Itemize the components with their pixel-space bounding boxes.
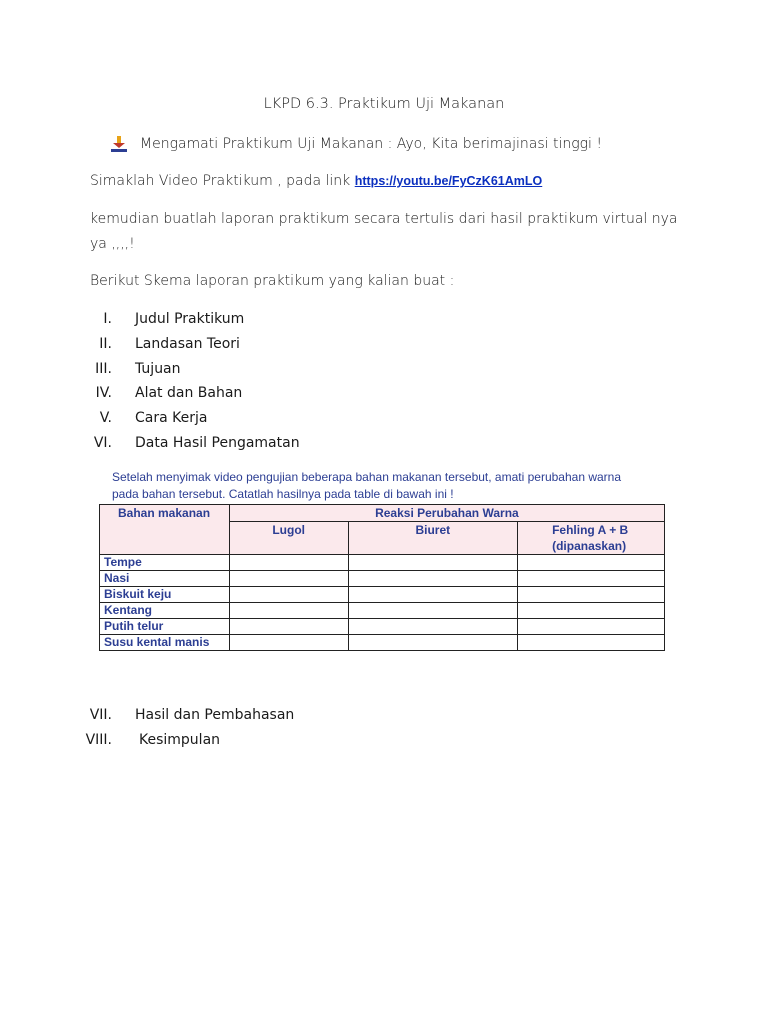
list-number: I. [103, 311, 112, 327]
food-cell: Nasi [100, 571, 230, 587]
list-number: VI. [93, 435, 112, 451]
header-lugol: Lugol [229, 522, 348, 555]
table-row [100, 619, 665, 635]
list-number: V. [99, 410, 112, 426]
biuret-cell[interactable] [348, 571, 518, 587]
list-number: IV. [95, 385, 112, 401]
list-number: VIII. [85, 732, 112, 748]
lugol-cell[interactable] [229, 619, 348, 635]
lugol-cell[interactable] [229, 555, 348, 571]
food-cell: Kentang [100, 603, 230, 619]
list-item: Kesimpulan [139, 732, 221, 748]
fehling-cell[interactable] [518, 555, 665, 571]
list-item: Cara Kerja [135, 410, 208, 426]
table-row [100, 555, 665, 571]
table-header-row [100, 505, 665, 522]
fehling-cell[interactable] [518, 619, 665, 635]
instruction-line-2: pada bahan tersebut. Catatlah hasilnya pada table di bawah ini ! [112, 487, 454, 501]
biuret-cell[interactable] [348, 603, 518, 619]
lugol-cell[interactable] [229, 603, 348, 619]
list-number: II. [99, 336, 112, 352]
fehling-cell[interactable] [518, 587, 665, 603]
intro-line: Mengamati Praktikum Uji Makanan : Ayo, Kita berimajinasi tinggi ! [140, 136, 602, 152]
header-biuret: Biuret [348, 522, 518, 555]
schema-intro: Berikut Skema laporan praktikum yang kalian buat : [90, 273, 455, 289]
table-row [100, 587, 665, 603]
observation-table [99, 504, 665, 651]
list-number: III. [95, 361, 112, 377]
list-item: Landasan Teori [135, 336, 240, 352]
lugol-cell[interactable] [229, 587, 348, 603]
biuret-cell[interactable] [348, 619, 518, 635]
fehling-cell[interactable] [518, 635, 665, 651]
list-number: VII. [89, 707, 112, 723]
header-fehling [518, 522, 665, 555]
biuret-cell[interactable] [348, 555, 518, 571]
instruction-line-1: Setelah menyimak video pengujian beberapa bahan makanan tersebut, amati perubahan warna [112, 470, 622, 484]
biuret-cell[interactable] [348, 635, 518, 651]
list-item: Hasil dan Pembahasan [135, 707, 295, 723]
table-row [100, 635, 665, 651]
biuret-cell[interactable] [348, 587, 518, 603]
video-link[interactable]: https://youtu.be/FyCzK61AmLO [354, 174, 543, 188]
food-cell: Biskuit keju [100, 587, 230, 603]
video-prompt: Simaklah Video Praktikum , pada link [90, 173, 351, 189]
video-prompt-line [90, 172, 542, 190]
food-cell: Tempe [100, 555, 230, 571]
list-item: Alat dan Bahan [135, 385, 243, 401]
list-item: Tujuan [135, 361, 181, 377]
list-item: Judul Praktikum [135, 311, 245, 327]
fehling-cell[interactable] [518, 571, 665, 587]
food-cell: Susu kental manis [100, 635, 230, 651]
paragraph-line-2: ya ,,,,! [90, 236, 135, 252]
paragraph-line-1: kemudian buatlah laporan praktikum secara tertulis dari hasil praktikum virtual nya [90, 211, 678, 227]
header-color-reaction: Reaksi Perubahan Warna [229, 505, 664, 522]
header-fehling-line-1: Fehling A + B [552, 523, 629, 537]
fehling-cell[interactable] [518, 603, 665, 619]
table-row [100, 603, 665, 619]
lugol-cell[interactable] [229, 571, 348, 587]
header-fehling-line-2: (dipanaskan) [552, 539, 627, 553]
page-title: LKPD 6.3. Praktikum Uji Makanan [263, 96, 505, 112]
header-food: Bahan makanan [100, 505, 230, 555]
table-row [100, 571, 665, 587]
list-item: Data Hasil Pengamatan [135, 435, 300, 451]
food-cell: Putih telur [100, 619, 230, 635]
lugol-cell[interactable] [229, 635, 348, 651]
arrow-bullet-icon [110, 135, 128, 153]
